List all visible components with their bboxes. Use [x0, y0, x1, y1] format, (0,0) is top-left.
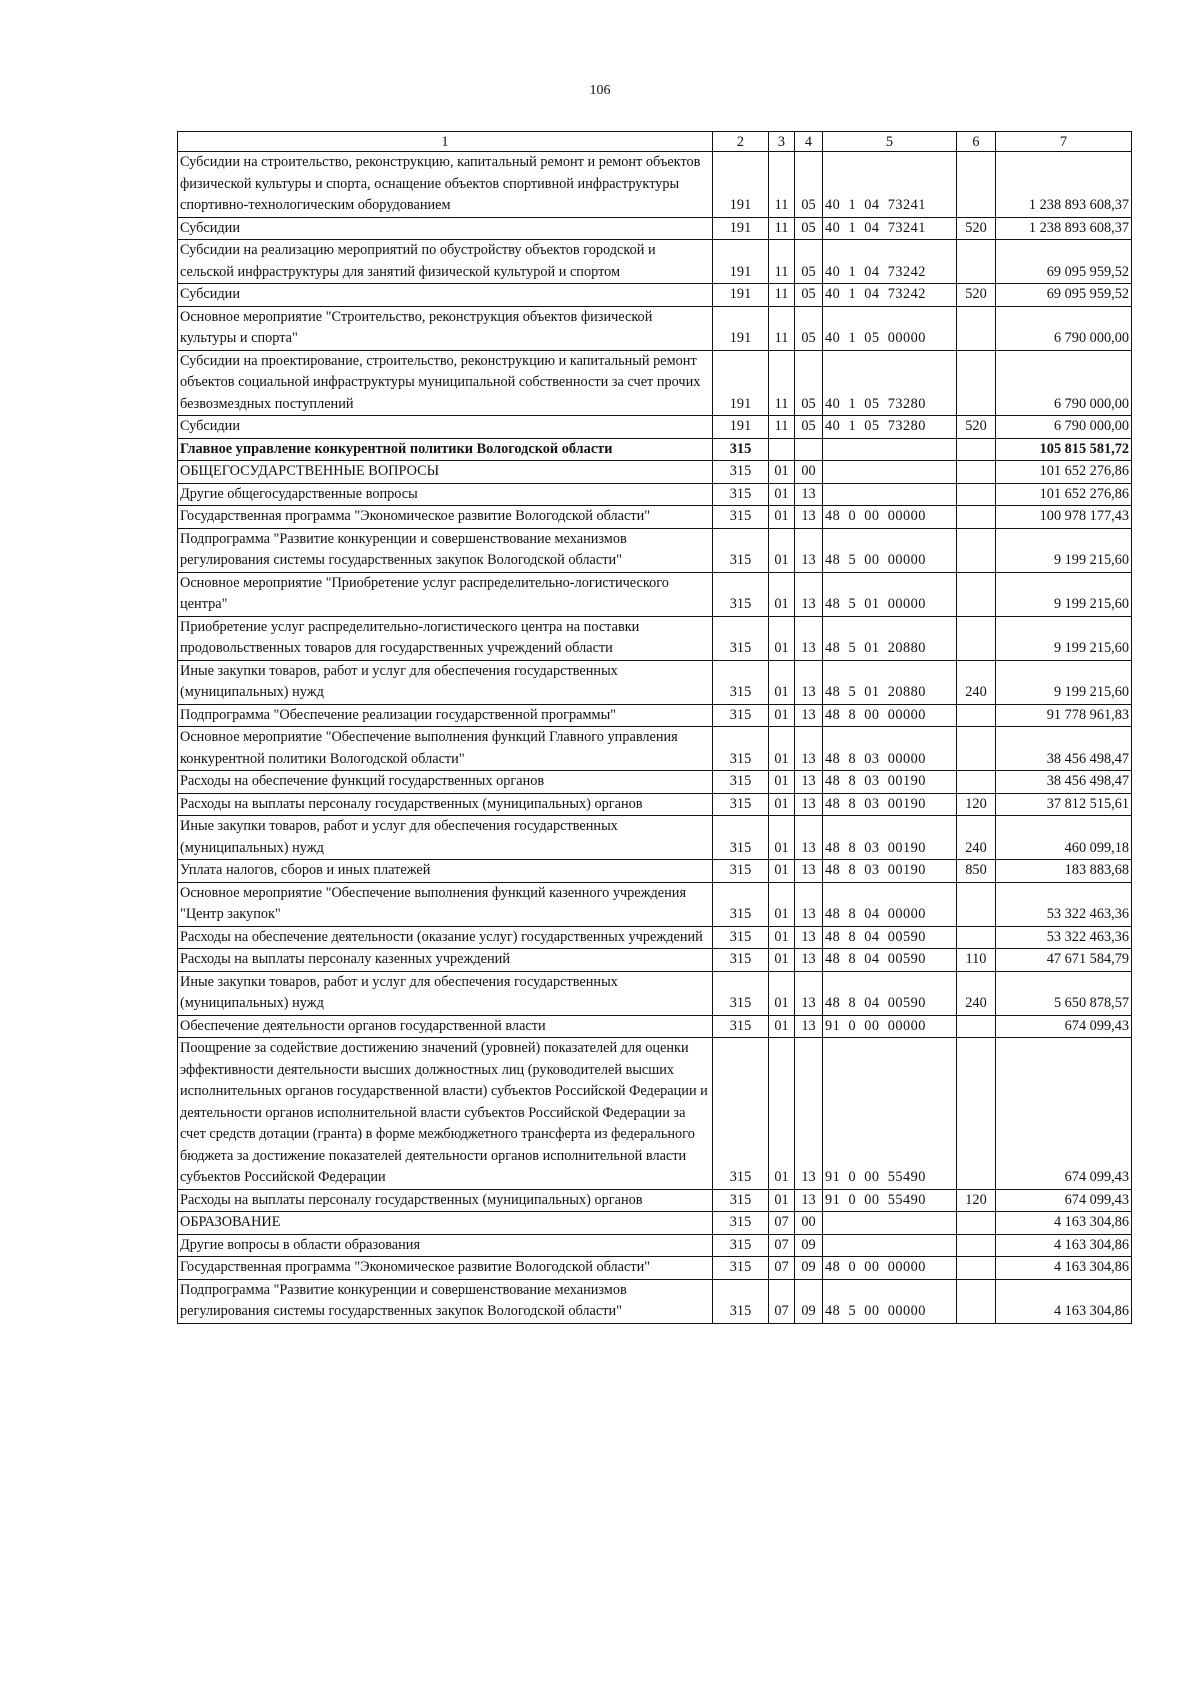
row-amount: 674 099,43 [996, 1015, 1132, 1038]
row-target-article: 48 5 01 20880 [823, 616, 957, 660]
row-target-article: 48 8 04 00000 [823, 882, 957, 926]
row-amount: 9 199 215,60 [996, 528, 1132, 572]
table-row [178, 949, 1132, 972]
row-section-code: 01 [769, 704, 795, 727]
row-amount: 105 815 581,72 [996, 438, 1132, 461]
table-row [178, 1015, 1132, 1038]
row-target-article: 40 1 04 73241 [823, 152, 957, 218]
row-target-article [823, 1212, 957, 1235]
row-section-code: 11 [769, 350, 795, 416]
row-admin-code: 315 [713, 1212, 769, 1235]
table-row [178, 1279, 1132, 1323]
row-expense-type [957, 1257, 996, 1280]
row-admin-code: 315 [713, 882, 769, 926]
row-target-article: 40 1 04 73242 [823, 240, 957, 284]
row-expense-type: 850 [957, 860, 996, 883]
row-target-article: 48 8 03 00190 [823, 860, 957, 883]
row-section-code: 01 [769, 926, 795, 949]
row-section-code: 01 [769, 506, 795, 529]
row-subsection-code: 00 [795, 461, 823, 484]
row-admin-code: 315 [713, 771, 769, 794]
row-section-code: 07 [769, 1234, 795, 1257]
row-amount: 38 456 498,47 [996, 727, 1132, 771]
table-body [178, 152, 1132, 1324]
row-expense-type [957, 1279, 996, 1323]
row-target-article: 40 1 05 73280 [823, 350, 957, 416]
row-name: Основное мероприятие "Приобретение услуг распределительно-логистического центра" [178, 572, 713, 616]
row-amount: 47 671 584,79 [996, 949, 1132, 972]
header-col-2: 2 [713, 132, 769, 152]
row-section-code: 11 [769, 240, 795, 284]
row-target-article [823, 483, 957, 506]
row-name: Уплата налогов, сборов и иных платежей [178, 860, 713, 883]
row-target-article: 40 1 05 00000 [823, 306, 957, 350]
row-subsection-code: 09 [795, 1234, 823, 1257]
row-admin-code: 315 [713, 1015, 769, 1038]
row-section-code: 01 [769, 793, 795, 816]
row-target-article: 48 5 00 00000 [823, 1279, 957, 1323]
row-amount: 101 652 276,86 [996, 483, 1132, 506]
row-subsection-code: 13 [795, 1015, 823, 1038]
table-row [178, 660, 1132, 704]
page-number: 106 [589, 83, 611, 98]
row-target-article: 91 0 00 55490 [823, 1189, 957, 1212]
row-subsection-code: 13 [795, 1038, 823, 1190]
row-target-article: 48 8 04 00590 [823, 949, 957, 972]
row-admin-code: 191 [713, 416, 769, 439]
row-admin-code: 191 [713, 306, 769, 350]
row-name: Другие общегосударственные вопросы [178, 483, 713, 506]
row-name: Расходы на выплаты персоналу государственных (муниципальных) органов [178, 793, 713, 816]
row-amount: 9 199 215,60 [996, 572, 1132, 616]
row-expense-type [957, 461, 996, 484]
row-target-article: 48 5 01 20880 [823, 660, 957, 704]
row-expense-type [957, 616, 996, 660]
table-row [178, 350, 1132, 416]
row-subsection-code: 05 [795, 217, 823, 240]
row-subsection-code: 13 [795, 506, 823, 529]
row-expense-type [957, 240, 996, 284]
row-amount: 9 199 215,60 [996, 660, 1132, 704]
header-col-3: 3 [769, 132, 795, 152]
row-amount: 69 095 959,52 [996, 240, 1132, 284]
row-target-article: 48 8 03 00190 [823, 771, 957, 794]
table-row [178, 306, 1132, 350]
row-section-code: 01 [769, 771, 795, 794]
row-amount: 6 790 000,00 [996, 350, 1132, 416]
row-expense-type [957, 438, 996, 461]
row-admin-code: 191 [713, 217, 769, 240]
row-amount: 5 650 878,57 [996, 971, 1132, 1015]
row-subsection-code: 13 [795, 882, 823, 926]
row-subsection-code: 13 [795, 971, 823, 1015]
row-section-code: 01 [769, 1038, 795, 1190]
row-subsection-code: 05 [795, 350, 823, 416]
table-row [178, 284, 1132, 307]
row-name: Основное мероприятие "Строительство, реконструкция объектов физической культуры и спорта" [178, 306, 713, 350]
table-row [178, 1189, 1132, 1212]
row-amount: 37 812 515,61 [996, 793, 1132, 816]
row-admin-code: 315 [713, 704, 769, 727]
row-target-article [823, 1234, 957, 1257]
row-section-code: 07 [769, 1279, 795, 1323]
row-subsection-code: 00 [795, 1212, 823, 1235]
row-admin-code: 191 [713, 284, 769, 307]
row-expense-type [957, 528, 996, 572]
row-admin-code: 315 [713, 616, 769, 660]
row-amount: 6 790 000,00 [996, 416, 1132, 439]
row-subsection-code: 05 [795, 284, 823, 307]
row-target-article: 48 5 00 00000 [823, 528, 957, 572]
row-name: Субсидии [178, 217, 713, 240]
row-subsection-code: 09 [795, 1257, 823, 1280]
row-expense-type [957, 1234, 996, 1257]
row-subsection-code: 13 [795, 572, 823, 616]
table-row [178, 240, 1132, 284]
row-section-code: 11 [769, 416, 795, 439]
row-amount: 4 163 304,86 [996, 1234, 1132, 1257]
row-subsection-code: 13 [795, 926, 823, 949]
row-target-article: 48 8 04 00590 [823, 926, 957, 949]
row-section-code: 01 [769, 572, 795, 616]
row-amount: 9 199 215,60 [996, 616, 1132, 660]
row-section-code: 01 [769, 660, 795, 704]
row-section-code: 11 [769, 217, 795, 240]
row-expense-type [957, 926, 996, 949]
row-expense-type [957, 704, 996, 727]
row-expense-type: 240 [957, 660, 996, 704]
row-expense-type: 240 [957, 971, 996, 1015]
row-name: Субсидии [178, 284, 713, 307]
row-section-code [769, 438, 795, 461]
row-name: Основное мероприятие "Обеспечение выполнения функций Главного управления конкурентной политики Вологодской области" [178, 727, 713, 771]
row-section-code: 01 [769, 727, 795, 771]
row-admin-code: 315 [713, 1257, 769, 1280]
table-row [178, 971, 1132, 1015]
row-amount: 53 322 463,36 [996, 926, 1132, 949]
table-row [178, 816, 1132, 860]
row-admin-code: 315 [713, 1038, 769, 1190]
row-admin-code: 315 [713, 438, 769, 461]
row-subsection-code: 13 [795, 660, 823, 704]
row-admin-code: 315 [713, 949, 769, 972]
row-name: Субсидии на строительство, реконструкцию, капитальный ремонт и ремонт объектов физической культуры и спорта, оснащение объектов спортивной инфраструктуры спортивно-технологическим оборудованием [178, 152, 713, 218]
row-name: Другие вопросы в области образования [178, 1234, 713, 1257]
table-row [178, 704, 1132, 727]
row-name: ОБРАЗОВАНИЕ [178, 1212, 713, 1235]
row-amount: 4 163 304,86 [996, 1212, 1132, 1235]
table-row [178, 506, 1132, 529]
row-expense-type [957, 727, 996, 771]
row-subsection-code: 09 [795, 1279, 823, 1323]
row-admin-code: 315 [713, 483, 769, 506]
row-subsection-code: 13 [795, 793, 823, 816]
row-admin-code: 315 [713, 1189, 769, 1212]
row-admin-code: 315 [713, 461, 769, 484]
row-expense-type [957, 1212, 996, 1235]
row-admin-code: 315 [713, 1234, 769, 1257]
row-section-code: 01 [769, 949, 795, 972]
row-name: Обеспечение деятельности органов государственной власти [178, 1015, 713, 1038]
row-admin-code: 315 [713, 572, 769, 616]
table-row [178, 860, 1132, 883]
row-target-article [823, 438, 957, 461]
row-section-code: 01 [769, 483, 795, 506]
row-amount: 1 238 893 608,37 [996, 217, 1132, 240]
row-section-code: 01 [769, 971, 795, 1015]
row-name: Основное мероприятие "Обеспечение выполнения функций казенного учреждения "Центр закупок" [178, 882, 713, 926]
row-amount: 38 456 498,47 [996, 771, 1132, 794]
row-name: Государственная программа "Экономическое развитие Вологодской области" [178, 506, 713, 529]
row-expense-type: 110 [957, 949, 996, 972]
row-expense-type [957, 506, 996, 529]
table-row [178, 771, 1132, 794]
row-subsection-code: 05 [795, 240, 823, 284]
header-col-5: 5 [823, 132, 957, 152]
row-section-code: 07 [769, 1212, 795, 1235]
row-section-code: 01 [769, 1189, 795, 1212]
row-amount: 69 095 959,52 [996, 284, 1132, 307]
row-subsection-code: 13 [795, 949, 823, 972]
row-admin-code: 315 [713, 660, 769, 704]
row-amount: 101 652 276,86 [996, 461, 1132, 484]
table-row [178, 528, 1132, 572]
row-target-article: 48 8 03 00190 [823, 816, 957, 860]
row-admin-code: 191 [713, 152, 769, 218]
table-row [178, 416, 1132, 439]
row-admin-code: 315 [713, 971, 769, 1015]
table-row [178, 461, 1132, 484]
row-admin-code: 315 [713, 816, 769, 860]
row-subsection-code: 05 [795, 152, 823, 218]
row-subsection-code: 13 [795, 528, 823, 572]
row-amount: 674 099,43 [996, 1038, 1132, 1190]
row-amount: 674 099,43 [996, 1189, 1132, 1212]
row-subsection-code: 13 [795, 1189, 823, 1212]
row-subsection-code: 05 [795, 306, 823, 350]
row-amount: 100 978 177,43 [996, 506, 1132, 529]
row-expense-type: 120 [957, 1189, 996, 1212]
row-expense-type: 520 [957, 416, 996, 439]
table-row [178, 217, 1132, 240]
row-name: Субсидии на проектирование, строительство, реконструкцию и капитальный ремонт объектов социальной инфраструктуры муниципальной собственности за счет прочих безвозмездных поступлений [178, 350, 713, 416]
row-admin-code: 315 [713, 506, 769, 529]
row-expense-type [957, 483, 996, 506]
header-col-1: 1 [178, 132, 713, 152]
row-amount: 460 099,18 [996, 816, 1132, 860]
row-expense-type [957, 306, 996, 350]
row-name: Субсидии [178, 416, 713, 439]
header-col-6: 6 [957, 132, 996, 152]
budget-table [177, 131, 1132, 1324]
row-expense-type [957, 572, 996, 616]
row-target-article: 48 8 03 00000 [823, 727, 957, 771]
row-target-article: 48 0 00 00000 [823, 1257, 957, 1280]
table-row [178, 926, 1132, 949]
table-row [178, 483, 1132, 506]
row-name: Иные закупки товаров, работ и услуг для обеспечения государственных (муниципальных) нужд [178, 660, 713, 704]
row-target-article [823, 461, 957, 484]
row-name: Иные закупки товаров, работ и услуг для обеспечения государственных (муниципальных) нужд [178, 971, 713, 1015]
row-amount: 53 322 463,36 [996, 882, 1132, 926]
row-name: Главное управление конкурентной политики Вологодской области [178, 438, 713, 461]
row-admin-code: 191 [713, 240, 769, 284]
table-row [178, 882, 1132, 926]
table-row [178, 727, 1132, 771]
row-section-code: 11 [769, 284, 795, 307]
row-name: Поощрение за содействие достижению значений (уровней) показателей для оценки эффективности деятельности высших должностных лиц (руководителей высших исполнительных органов государственной власти) субъектов Российской Федерации и деятельности органов исполнительной власти субъектов Российской Федерации за счет средств дотации (гранта) в форме межбюджетного трансферта из федерального бюджета за достижение показателей деятельности органов исполнительной власти субъектов Российской Федерации [178, 1038, 713, 1190]
row-name: Подпрограмма "Обеспечение реализации государственной программы" [178, 704, 713, 727]
row-section-code: 11 [769, 152, 795, 218]
row-admin-code: 191 [713, 350, 769, 416]
row-section-code: 01 [769, 1015, 795, 1038]
table-row [178, 572, 1132, 616]
row-section-code: 01 [769, 860, 795, 883]
row-section-code: 01 [769, 616, 795, 660]
row-target-article: 48 5 01 00000 [823, 572, 957, 616]
table-row [178, 438, 1132, 461]
row-target-article: 48 8 04 00590 [823, 971, 957, 1015]
row-target-article: 48 8 03 00190 [823, 793, 957, 816]
row-subsection-code: 13 [795, 771, 823, 794]
row-expense-type: 240 [957, 816, 996, 860]
table-row [178, 1038, 1132, 1190]
row-subsection-code: 13 [795, 816, 823, 860]
table-row [178, 152, 1132, 218]
header-col-7: 7 [996, 132, 1132, 152]
row-amount: 6 790 000,00 [996, 306, 1132, 350]
row-name: Расходы на обеспечение функций государственных органов [178, 771, 713, 794]
row-expense-type [957, 1015, 996, 1038]
row-name: Иные закупки товаров, работ и услуг для обеспечения государственных (муниципальных) нужд [178, 816, 713, 860]
row-admin-code: 315 [713, 926, 769, 949]
row-subsection-code: 05 [795, 416, 823, 439]
row-section-code: 11 [769, 306, 795, 350]
row-admin-code: 315 [713, 860, 769, 883]
row-name: Расходы на обеспечение деятельности (оказание услуг) государственных учреждений [178, 926, 713, 949]
row-expense-type: 520 [957, 284, 996, 307]
row-target-article: 91 0 00 00000 [823, 1015, 957, 1038]
row-name: Субсидии на реализацию мероприятий по обустройству объектов городской и сельской инфраструктуры для занятий физической культурой и спортом [178, 240, 713, 284]
row-amount: 4 163 304,86 [996, 1279, 1132, 1323]
row-amount: 91 778 961,83 [996, 704, 1132, 727]
row-expense-type: 120 [957, 793, 996, 816]
row-target-article: 40 1 04 73241 [823, 217, 957, 240]
row-amount: 4 163 304,86 [996, 1257, 1132, 1280]
row-target-article: 48 8 00 00000 [823, 704, 957, 727]
row-section-code: 01 [769, 816, 795, 860]
row-subsection-code: 13 [795, 704, 823, 727]
row-name: Расходы на выплаты персоналу казенных учреждений [178, 949, 713, 972]
row-section-code: 01 [769, 882, 795, 926]
row-name: Расходы на выплаты персоналу государственных (муниципальных) органов [178, 1189, 713, 1212]
row-section-code: 07 [769, 1257, 795, 1280]
row-amount: 183 883,68 [996, 860, 1132, 883]
row-target-article: 48 0 00 00000 [823, 506, 957, 529]
row-section-code: 01 [769, 461, 795, 484]
row-subsection-code: 13 [795, 616, 823, 660]
row-expense-type [957, 350, 996, 416]
row-expense-type [957, 771, 996, 794]
row-admin-code: 315 [713, 1279, 769, 1323]
row-section-code: 01 [769, 528, 795, 572]
row-expense-type: 520 [957, 217, 996, 240]
table-row [178, 1212, 1132, 1235]
row-target-article: 91 0 00 55490 [823, 1038, 957, 1190]
row-name: Подпрограмма "Развитие конкуренции и совершенствование механизмов регулирования системы государственных закупок Вологодской области" [178, 1279, 713, 1323]
row-subsection-code: 13 [795, 483, 823, 506]
table-row [178, 1257, 1132, 1280]
table-header-row [178, 132, 1132, 152]
row-admin-code: 315 [713, 793, 769, 816]
row-expense-type [957, 1038, 996, 1190]
table-row [178, 1234, 1132, 1257]
row-name: ОБЩЕГОСУДАРСТВЕННЫЕ ВОПРОСЫ [178, 461, 713, 484]
row-name: Подпрограмма "Развитие конкуренции и совершенствование механизмов регулирования системы государственных закупок Вологодской области" [178, 528, 713, 572]
row-subsection-code: 13 [795, 727, 823, 771]
row-target-article: 40 1 05 73280 [823, 416, 957, 439]
row-name: Приобретение услуг распределительно-логистического центра на поставки продовольственных товаров для государственных учреждений области [178, 616, 713, 660]
row-name: Государственная программа "Экономическое развитие Вологодской области" [178, 1257, 713, 1280]
row-expense-type [957, 882, 996, 926]
row-admin-code: 315 [713, 727, 769, 771]
row-subsection-code: 13 [795, 860, 823, 883]
table-row [178, 616, 1132, 660]
row-admin-code: 315 [713, 528, 769, 572]
row-target-article: 40 1 04 73242 [823, 284, 957, 307]
row-amount: 1 238 893 608,37 [996, 152, 1132, 218]
row-expense-type [957, 152, 996, 218]
table-row [178, 793, 1132, 816]
row-subsection-code [795, 438, 823, 461]
header-col-4: 4 [795, 132, 823, 152]
